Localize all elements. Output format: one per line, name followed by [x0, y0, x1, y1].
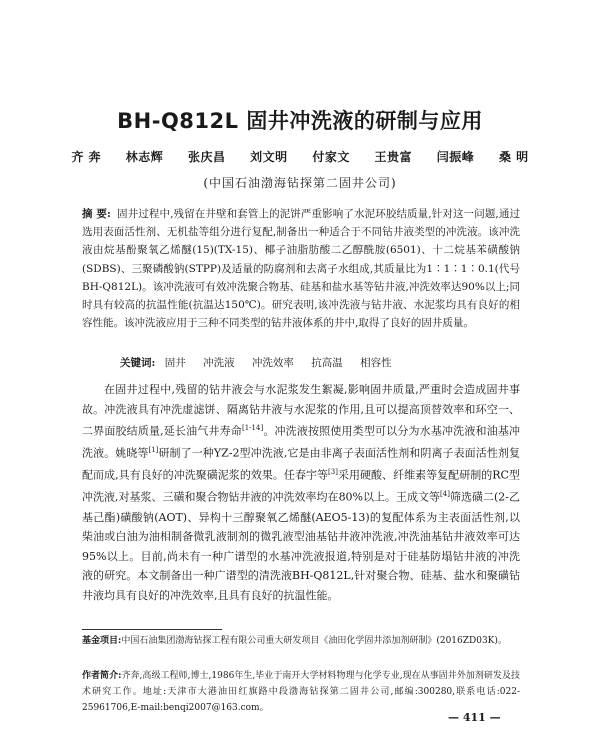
abstract [82, 205, 520, 332]
keyword: 相容性 [360, 357, 392, 369]
fund-footnote [82, 633, 520, 649]
body-text-segment: 在固井过程中,残留的钻井液会与水泥浆发生絮凝,影响固井质量,严重时会造成固井事故。冲洗液具有冲洗虚滤饼、隔离钻井液与水泥浆的作用,且可以提高顶替效率和环空一、二界面胶结质量,延长油气井寿命 [82, 383, 520, 438]
author: 刘文明 [250, 150, 288, 164]
citation: [1-14] [241, 424, 264, 432]
body-text-segment: 研制了一种YZ-2型冲洗液,它是由非离子表面活性剂和阴离子表面活性剂复配而成,具有良好的冲洗聚磺泥浆的效果。任春宇等 [82, 446, 520, 482]
citation: [4] [440, 490, 450, 499]
author-bio-label: 作者简介: [82, 671, 122, 681]
citation: [1] [148, 446, 159, 455]
abstract-text: 固井过程中,残留在井壁和套管上的泥饼严重影响了水泥环胶结质量,针对这一问题,通过选用表面活性剂、无机盐等组分进行复配,制备出一种适合于不同钻井液类型的冲洗液。该冲洗液由烷基酚聚氧乙烯醚(15)(TX-15)、椰子油脂肪酸二乙醇酰胺(6501)、十二烷基苯磺酸钠(SDBS)、三聚磷酸钠(STPP)及适量的防腐剂和去离子水组成,其质量比为1∶1∶1∶0.1(代号BH-Q812L)。该冲洗液可有效冲洗聚合物基、硅基和盐水基等钻井液,冲洗效率达90%以上;同时具有较高的抗温性能(抗温达150℃)。研究表明,该冲洗液与钻井液、水泥浆均具有良好的相容性能。该冲洗液应用于三种不同类型的钻井液体系的井中,取得了良好的固井质量。 [82, 208, 520, 330]
author-bio-text: 齐奔,高级工程师,博士,1986年生,毕业于南开大学材料物理与化学专业,现在从事固井外加剂研发及技术研究工作。地址:天津市大港油田红旗路中段渤海钻探第二固井公司,邮编:300280,联系电话:022-25961706,E-mail:benqi2007@163.com。 [82, 671, 520, 713]
paper-title: BH-Q812L 固井冲洗液的研制与应用 [117, 109, 483, 133]
body-text-segment: 筛选磺二(2-乙基己酯)磺酸钠(AOT)、异构十三醇聚氧乙烯醚(AEO5-13)的复配体系为主表面活性剂,以柴油或白油为油相制备微乳液制剂的微乳液型油基钻井液冲洗液,冲洗油基钻井液效率可达95%以上。目前,尚未有一种广谱型的水基冲洗液报道,特别是对于硅基防塌钻井液的冲洗液的研究。本文制备出一种广谱型的清洗液BH-Q812L,针对聚合物、硅基、盐水和聚磺钻井液均具有良好的冲洗效率,且具有良好的抗温性能。 [82, 491, 520, 602]
body-paragraph [82, 380, 520, 605]
author-footnote [82, 668, 520, 716]
author: 闫振峰 [436, 150, 475, 164]
author: 王贵富 [374, 150, 413, 164]
author: 桑 明 [498, 150, 529, 164]
body-text-segment: 。冲洗液按照使用类型可以分为水基冲洗液和油基冲洗液。姚晓等 [82, 424, 520, 460]
author: 林志辉 [125, 150, 164, 164]
page-number: — 411 — [448, 711, 501, 724]
keyword: 冲洗效率 [251, 357, 294, 369]
keywords [120, 355, 540, 370]
author: 张庆昌 [187, 150, 226, 164]
affiliation: (中国石油渤海钻探第二固井公司) [203, 176, 397, 190]
body-text-segment: 采用硬酸、纤维素等复配研制的RC型冲洗液,对基浆、三磺和聚合物钻井液的冲洗效率均在80%以上。王成文等 [82, 468, 520, 505]
citation: [3] [328, 468, 338, 477]
keyword: 抗高温 [311, 357, 343, 369]
abstract-label: 摘 要: [82, 208, 111, 220]
author-list [0, 148, 600, 165]
keywords-label: 关键词: [120, 357, 156, 369]
author: 付家文 [312, 150, 350, 164]
fund-label: 基金项目: [82, 636, 122, 646]
keyword: 固井 [164, 357, 186, 369]
fund-text: 中国石油集团渤海钻探工程有限公司重大研发项目《油田化学固井添加剂研制》(2016ZD03K)。 [121, 636, 507, 646]
keyword: 冲洗液 [203, 357, 235, 369]
footnote-divider [82, 629, 222, 630]
author: 齐 奔 [71, 150, 102, 164]
